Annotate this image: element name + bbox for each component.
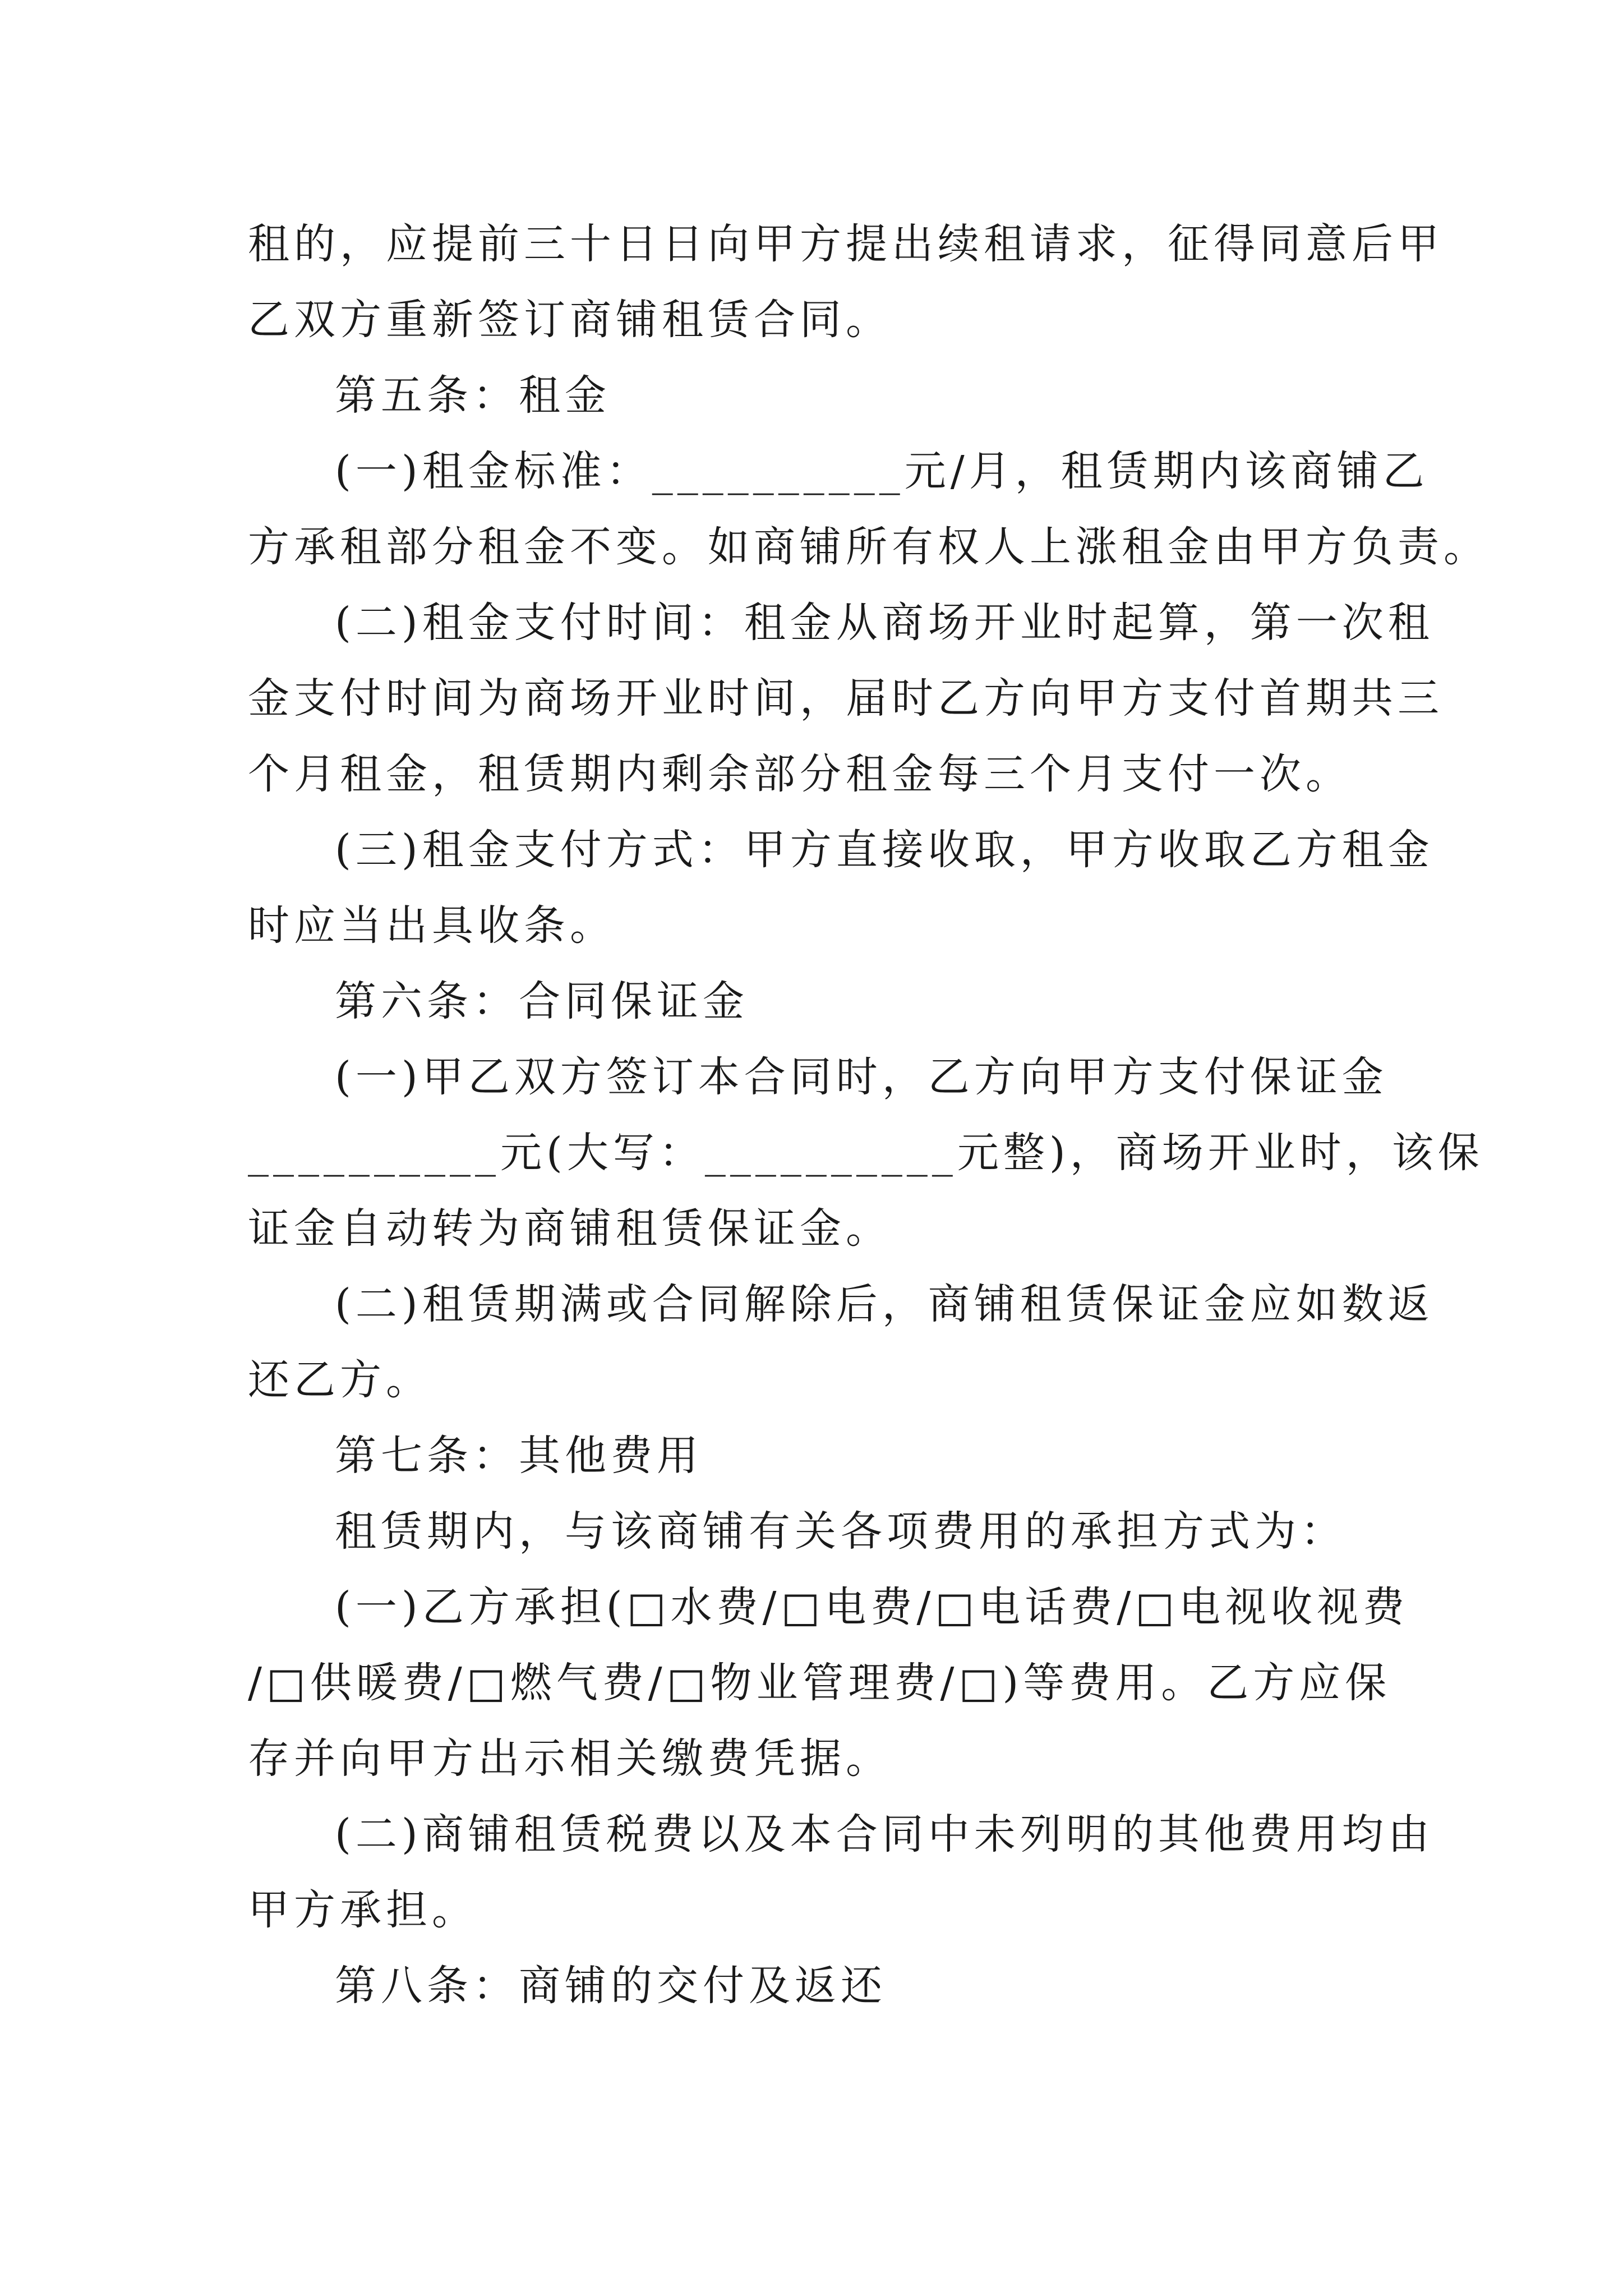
text-line: 金支付时间为商场开业时间，届时乙方向甲方支付首期共三 — [248, 674, 1444, 723]
text-line: 证金自动转为商铺租赁保证金。 — [248, 1204, 892, 1253]
text-line: 时应当出具收条。 — [248, 901, 616, 950]
text-line: 还乙方。 — [248, 1356, 432, 1404]
section-heading: 第五条：租金 — [335, 371, 611, 420]
text-line: (二)租赁期满或合同解除后，商铺租赁保证金应如数返 — [335, 1280, 1434, 1328]
text-line: 乙双方重新签订商铺租赁合同。 — [248, 296, 892, 344]
text-line: 存并向甲方出示相关缴费凭据。 — [248, 1734, 892, 1783]
text-line: 租赁期内，与该商铺有关各项费用的承担方式为： — [335, 1507, 1347, 1556]
text-line: 方承租部分租金不变。如商铺所有权人上涨租金由甲方负责。 — [248, 523, 1490, 571]
section-heading: 第八条：商铺的交付及返还 — [335, 1962, 887, 2010]
text-line: /□供暖费/□燃气费/□物业管理费/□)等费用。乙方应保 — [248, 1659, 1391, 1707]
text-line: 个月租金，租赁期内剩余部分租金每三个月支付一次。 — [248, 750, 1352, 798]
text-line: (二)商铺租赁税费以及本合同中未列明的其他费用均由 — [335, 1810, 1434, 1858]
text-line: (一)甲乙双方签订本合同时，乙方向甲方支付保证金 — [335, 1053, 1388, 1101]
text-line: (一)租金标准：__________元/月，租赁期内该商铺乙 — [335, 447, 1429, 495]
text-line: (二)租金支付时间：租金从商场开业时起算，第一次租 — [335, 599, 1434, 647]
text-line: 租的，应提前三十日日向甲方提出续租请求，征得同意后甲 — [248, 220, 1444, 268]
section-heading: 第六条：合同保证金 — [335, 977, 749, 1025]
text-line: __________元(大写：__________元整)，商场开业时，该保 — [248, 1129, 1484, 1177]
text-line: (三)租金支付方式：甲方直接收取，甲方收取乙方租金 — [335, 826, 1434, 874]
section-heading: 第七条：其他费用 — [335, 1432, 703, 1480]
text-line: 甲方承担。 — [248, 1886, 478, 1934]
text-line: (一)乙方承担(□水费/□电费/□电话费/□电视收视费 — [335, 1583, 1409, 1631]
